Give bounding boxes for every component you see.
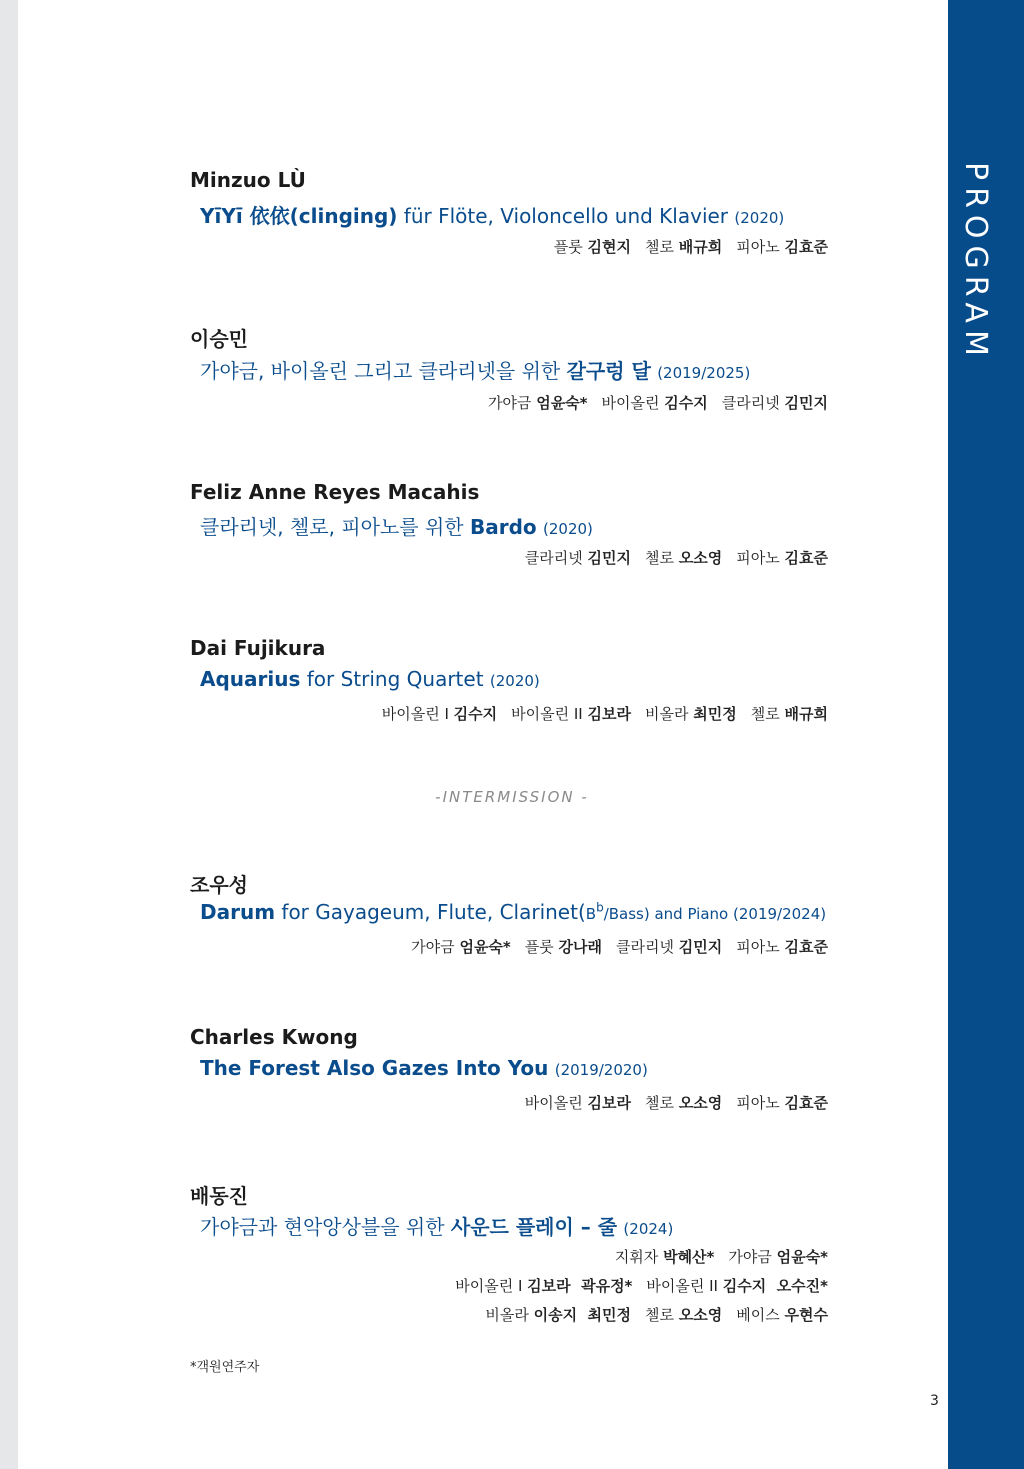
work-title-part: /Bass) and Piano [603,905,733,923]
work-title-part: 가야금과 현악앙상블을 위한 [200,1215,451,1239]
composer-name: Feliz Anne Reyes Macahis [190,480,480,504]
performer-role: 첼로 [645,549,674,567]
performer-role: 바이올린 [524,1094,583,1112]
performer-role: 첼로 [645,1094,674,1112]
performer-role: 피아노 [736,238,780,256]
performer-role: 가야금 [487,394,532,412]
performer-role: 피아노 [736,1094,780,1112]
performer-name: 김효준 [784,549,828,567]
work-title [200,355,750,384]
performer-name: 오소영 [678,549,723,567]
performer-line [525,547,828,568]
composer-name: 배동진 [190,1184,248,1208]
performer-line [554,236,828,257]
performer-line [615,1246,828,1267]
performer-role: 클라리넷 [524,549,583,567]
composer-name: Charles Kwong [190,1025,358,1049]
work-year: (2020) [543,520,593,538]
performer-role: 클라리넷 [616,938,674,956]
performer-role: 가야금 [411,938,455,956]
work-year: (2019/2025) [657,364,751,382]
work-year: (2019/2020) [554,1061,648,1079]
performer-role: 피아노 [736,549,780,567]
work-year: (2020) [734,209,785,227]
performer-name: 김보라 [587,1094,631,1112]
performer-role: 바이올린 II [511,705,583,723]
composer-name: Dai Fujikura [190,636,326,660]
performer-name: 김민지 [784,394,828,412]
performer-role: 가야금 [728,1248,772,1266]
performer-name: 최민정 [693,705,737,723]
performer-name: 김효준 [784,938,828,956]
performer-role: 비올라 [645,705,689,723]
performer-name: 이송지 최민정 [533,1306,631,1324]
performer-name: 김수지 [453,705,498,723]
work-title-part: Aquarius [200,667,301,691]
composer-name: Minzuo LÙ [190,168,306,192]
composer-name: 이승민 [190,327,248,351]
work-title-part: für Flöte, Violoncello und Klavier [397,204,735,228]
work-title-part: for Gayageum, Flute, Clarinet( [275,900,586,924]
work-year: (2019/2024) [733,905,827,923]
work-title-part: b [596,900,604,915]
performer-line [525,1092,828,1113]
performer-role: 첼로 [645,238,674,256]
performer-name: 엄윤숙* [459,938,511,956]
performer-line [488,392,828,413]
performer-name: 김현지 [587,238,631,256]
performer-role: 바이올린 I [455,1277,523,1295]
work-title [200,900,826,924]
work-year: (2024) [623,1220,674,1238]
performer-name: 김민지 [587,549,631,567]
work-year: (2020) [489,672,540,690]
work-title [200,1056,648,1080]
performer-role: 첼로 [750,705,780,723]
work-title-part: 갈구렁 달 [566,359,651,383]
work-title-part: Bardo [469,515,537,539]
work-title-part: for String Quartet [300,667,490,691]
performer-role: 베이스 [736,1306,780,1324]
performer-name: 배규희 [784,705,828,723]
performer-role: 피아노 [736,938,780,956]
performer-role: 바이올린 II [646,1277,718,1295]
performer-role: 비올라 [485,1306,529,1324]
performer-name: 엄윤숙* [776,1248,828,1266]
performer-name: 우현수 [784,1306,828,1324]
performer-line [485,1304,828,1325]
work-title-part: The Forest Also Gazes Into You [200,1056,549,1080]
performer-name: 김보라 [587,705,631,723]
composer-name: 조우성 [190,873,248,897]
performer-name: 김보라 곽유정* [527,1277,633,1295]
performer-name: 김수지 [664,394,708,412]
performer-name: 김민지 [678,938,723,956]
performer-name: 김효준 [784,238,828,256]
performer-role: 첼로 [645,1306,674,1324]
performer-name: 배규희 [678,238,723,256]
performer-name: 김효준 [784,1094,828,1112]
performer-role: 지휘자 [614,1248,659,1266]
performer-name: 김수지 오수진* [722,1277,828,1295]
work-title-part: 클라리넷, 첼로, 피아노를 위한 [200,515,470,539]
work-title [200,667,540,691]
performer-name: 박혜산* [663,1248,715,1266]
performer-role: 바이올린 [601,394,660,412]
footnote: *객원연주자 [190,1360,260,1375]
performer-line [455,1275,828,1296]
performer-name: 오소영 [678,1306,723,1324]
work-title-part: 사운드 플레이 – 줄 [450,1215,618,1239]
intermission-label: -INTERMISSION - [435,788,589,806]
work-title-part: 가야금, 바이올린 그리고 클라리넷을 위한 [200,359,567,383]
work-title [200,511,593,540]
performer-role: 플룻 [553,238,583,256]
work-title-part: Darum [200,900,276,924]
performer-role: 바이올린 I [381,705,449,723]
performer-line [382,703,828,724]
performer-name: 강나래 [558,938,603,956]
performer-name: 엄윤숙* [536,394,588,412]
work-title [200,1211,673,1240]
performer-line [411,936,828,957]
page-number: 3 [930,1393,939,1409]
performer-role: 클라리넷 [721,394,780,412]
performer-name: 오소영 [678,1094,723,1112]
work-title-part: B [585,905,597,923]
program-label: PROGRAM [958,162,993,363]
work-title [200,200,784,229]
performer-role: 플룻 [524,938,554,956]
work-title-part: YīYī 依依(clinging) [200,204,398,228]
